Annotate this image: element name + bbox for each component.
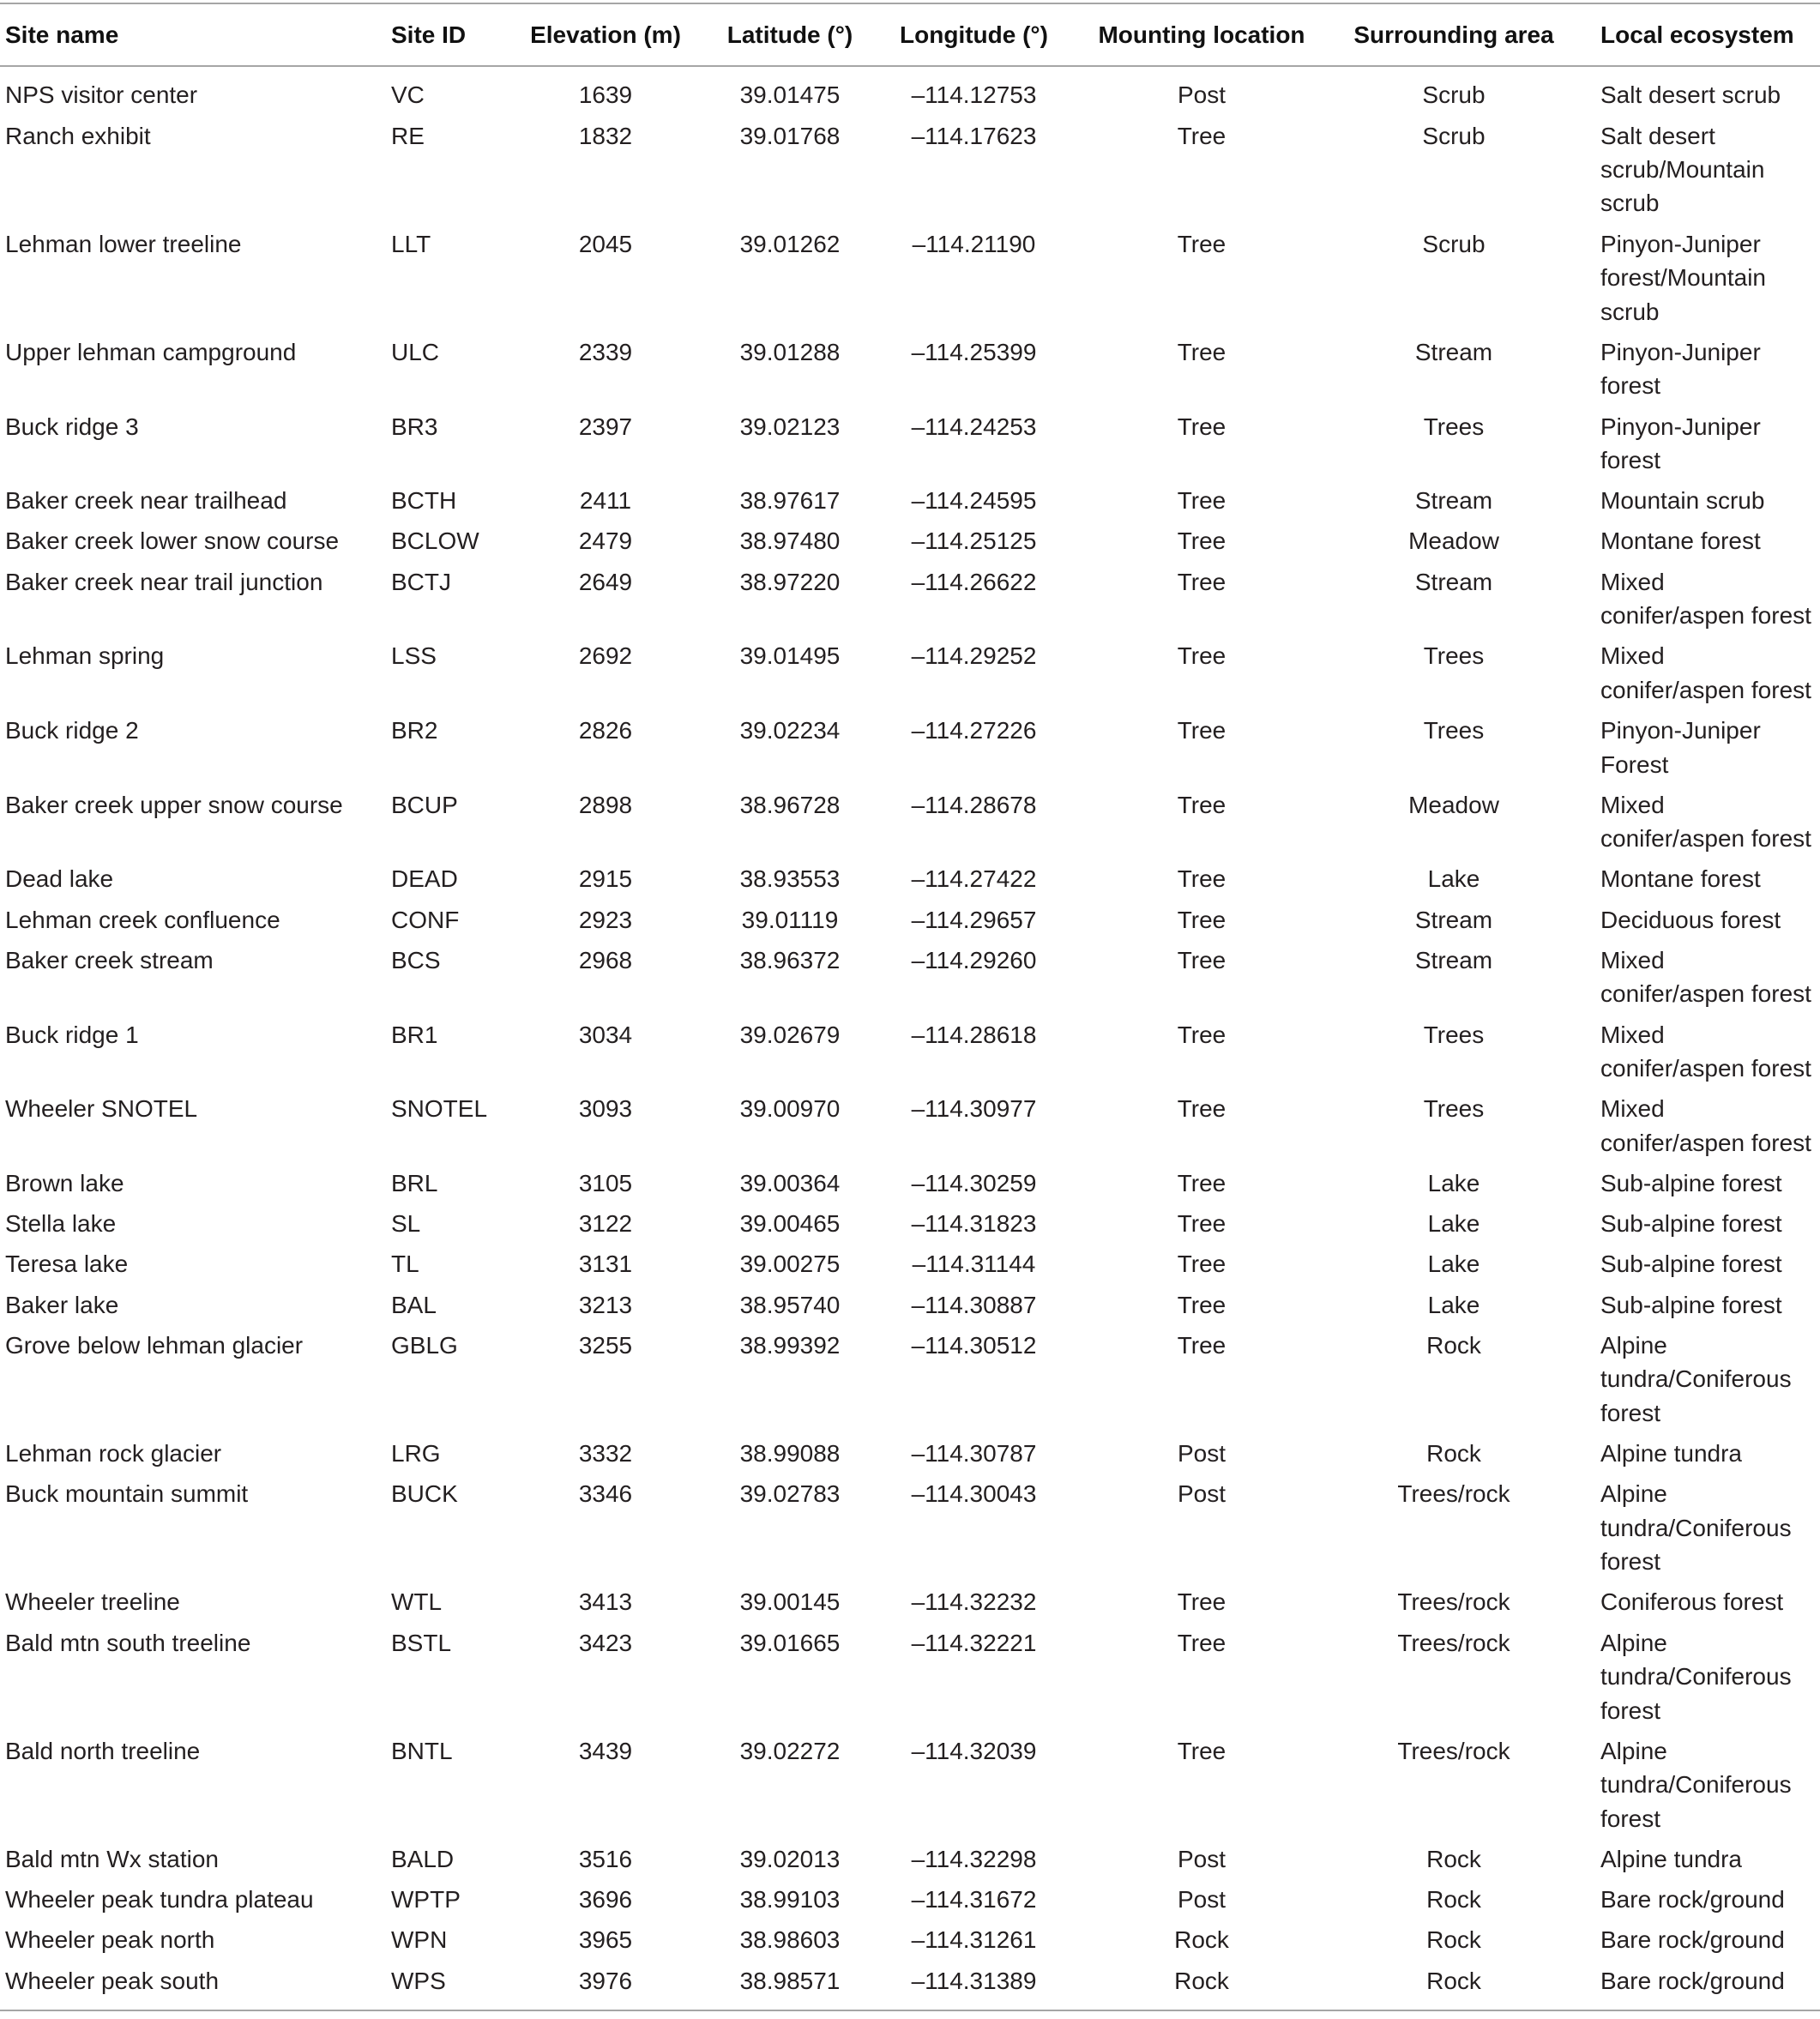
cell-surrounding-area: Meadow — [1408, 791, 1499, 818]
cell-longitude: –114.12753 — [911, 81, 1037, 109]
cell-site-name: Bald mtn south treeline — [5, 1629, 251, 1656]
cell-elevation: 2898 — [578, 791, 633, 818]
cell-local-ecosystem: Alpine tundra/Coniferous forest — [1600, 1737, 1792, 1832]
cell-elevation: 2692 — [578, 642, 633, 670]
cell-local-ecosystem: Pinyon-Juniper forest — [1600, 413, 1761, 473]
table-row — [0, 1961, 1820, 2010]
cell-elevation: 3034 — [578, 1021, 633, 1048]
cell-local-ecosystem: Alpine tundra — [1600, 1845, 1743, 1872]
cell-site-name: Baker creek lower snow course — [5, 527, 340, 555]
cell-elevation: 3332 — [578, 1440, 633, 1468]
cell-surrounding-area: Trees — [1423, 642, 1485, 670]
cell-site-name: Wheeler SNOTEL — [5, 1095, 198, 1123]
cell-site-id: LRG — [391, 1440, 441, 1468]
cell-site-name: Dead lake — [5, 865, 114, 893]
cell-local-ecosystem: Alpine tundra/Coniferous forest — [1600, 1629, 1792, 1724]
cell-local-ecosystem: Coniferous forest — [1600, 1588, 1784, 1616]
cell-site-id: RE — [391, 122, 425, 149]
cell-longitude: –114.27422 — [911, 865, 1037, 893]
cell-site-id: BALD — [391, 1845, 455, 1872]
cell-local-ecosystem: Mountain scrub — [1600, 487, 1765, 515]
cell-local-ecosystem: Sub-alpine forest — [1600, 1169, 1782, 1196]
cell-site-name: NPS visitor center — [5, 81, 198, 109]
table-row — [0, 1285, 1820, 1325]
cell-site-name: Baker creek stream — [5, 946, 214, 973]
cell-surrounding-area: Stream — [1414, 946, 1493, 973]
cell-site-name: Wheeler treeline — [5, 1588, 180, 1616]
cell-longitude: –114.31823 — [911, 1210, 1037, 1238]
cell-local-ecosystem: Alpine tundra/Coniferous forest — [1600, 1480, 1792, 1576]
cell-elevation: 3413 — [578, 1588, 633, 1616]
cell-elevation: 1639 — [578, 81, 633, 109]
cell-surrounding-area: Rock — [1426, 1845, 1481, 1872]
cell-elevation: 3516 — [578, 1845, 633, 1872]
cell-local-ecosystem: Bare rock/ground — [1600, 1967, 1785, 1994]
cell-longitude: –114.26622 — [911, 568, 1037, 595]
cell-site-id: BR2 — [391, 717, 438, 744]
cell-site-id: BNTL — [391, 1737, 453, 1764]
cell-site-id: CONF — [391, 906, 460, 933]
cell-surrounding-area: Scrub — [1422, 122, 1486, 149]
cell-latitude: 39.01768 — [739, 122, 841, 149]
cell-site-name: Ranch exhibit — [5, 122, 151, 149]
cell-local-ecosystem: Montane forest — [1600, 527, 1761, 555]
cell-site-id: GBLG — [391, 1331, 458, 1359]
cell-local-ecosystem: Mixed conifer/aspen forest — [1600, 946, 1811, 1008]
cell-elevation: 3131 — [578, 1251, 633, 1278]
cell-latitude: 38.99392 — [739, 1331, 841, 1359]
cell-local-ecosystem: Salt desert scrub — [1600, 81, 1781, 109]
cell-latitude: 39.02234 — [739, 717, 841, 744]
header-site-id: Site ID — [386, 3, 525, 66]
cell-local-ecosystem: Bare rock/ground — [1600, 1886, 1785, 1914]
cell-site-name: Baker lake — [5, 1291, 119, 1318]
cell-site-name: Grove below lehman glacier — [5, 1331, 304, 1359]
header-site-name: Site name — [0, 3, 386, 66]
cell-mounting-location: Tree — [1177, 230, 1226, 257]
cell-local-ecosystem: Mixed conifer/aspen forest — [1600, 1021, 1811, 1082]
cell-latitude: 38.99088 — [739, 1440, 841, 1468]
table-row — [0, 1879, 1820, 1920]
cell-surrounding-area: Meadow — [1408, 527, 1499, 555]
table-row — [0, 940, 1820, 1015]
cell-longitude: –114.29657 — [911, 906, 1037, 933]
cell-site-name: Buck mountain summit — [5, 1480, 249, 1508]
cell-mounting-location: Tree — [1177, 1291, 1226, 1318]
cell-site-id: ULC — [391, 338, 440, 365]
cell-local-ecosystem: Alpine tundra/Coniferous forest — [1600, 1331, 1792, 1426]
table-row — [0, 332, 1820, 407]
cell-latitude: 39.00275 — [739, 1251, 841, 1278]
cell-mounting-location: Tree — [1177, 122, 1226, 149]
cell-mounting-location: Tree — [1177, 338, 1226, 365]
site-table — [0, 3, 1820, 2011]
cell-local-ecosystem: Salt desert scrub/Mountain scrub — [1600, 122, 1765, 217]
cell-site-name: Buck ridge 3 — [5, 413, 139, 440]
table-row — [0, 1433, 1820, 1474]
cell-latitude: 39.01119 — [741, 906, 839, 933]
cell-local-ecosystem: Mixed conifer/aspen forest — [1600, 568, 1811, 630]
cell-longitude: –114.28618 — [911, 1021, 1037, 1048]
table-row — [0, 1920, 1820, 1961]
table-header — [0, 3, 1820, 66]
cell-site-id: DEAD — [391, 865, 458, 893]
cell-elevation: 3213 — [578, 1291, 633, 1318]
cell-site-name: Upper lehman campground — [5, 338, 297, 365]
table-row — [0, 116, 1820, 224]
cell-local-ecosystem: Deciduous forest — [1600, 906, 1781, 933]
cell-site-id: BCTH — [391, 487, 457, 515]
cell-surrounding-area: Trees/rock — [1397, 1588, 1510, 1616]
cell-latitude: 39.01475 — [739, 81, 841, 109]
cell-longitude: –114.24595 — [911, 487, 1037, 515]
header-local-ecosystem: Local ecosystem — [1558, 3, 1820, 66]
table-row — [0, 636, 1820, 711]
cell-site-id: BCS — [391, 946, 441, 973]
cell-latitude: 39.02013 — [739, 1845, 841, 1872]
cell-longitude: –114.30787 — [911, 1440, 1037, 1468]
table-row — [0, 900, 1820, 940]
cell-elevation: 2045 — [578, 230, 633, 257]
cell-longitude: –114.21190 — [912, 230, 1036, 257]
cell-elevation: 3346 — [578, 1480, 633, 1508]
cell-site-name: Lehman rock glacier — [5, 1440, 222, 1468]
table-row — [0, 785, 1820, 859]
cell-latitude: 39.01495 — [739, 642, 841, 670]
cell-surrounding-area: Trees — [1423, 1095, 1485, 1123]
cell-longitude: –114.17623 — [911, 122, 1037, 149]
cell-site-name: Baker creek near trail junction — [5, 568, 323, 595]
cell-longitude: –114.30887 — [911, 1291, 1037, 1318]
cell-surrounding-area: Rock — [1426, 1926, 1481, 1954]
cell-latitude: 38.95740 — [739, 1291, 841, 1318]
cell-local-ecosystem: Sub-alpine forest — [1600, 1210, 1782, 1238]
cell-mounting-location: Tree — [1177, 568, 1226, 595]
cell-longitude: –114.28678 — [911, 791, 1037, 818]
header-elevation: Elevation (m) — [525, 3, 686, 66]
cell-local-ecosystem: Sub-alpine forest — [1600, 1291, 1782, 1318]
cell-surrounding-area: Trees — [1423, 717, 1485, 744]
cell-longitude: –114.24253 — [911, 413, 1037, 440]
table-row — [0, 1623, 1820, 1731]
cell-elevation: 3093 — [578, 1095, 633, 1123]
table-row — [0, 1474, 1820, 1582]
cell-local-ecosystem: Pinyon-Juniper Forest — [1600, 717, 1761, 778]
cell-site-id: BUCK — [391, 1480, 458, 1508]
cell-elevation: 1832 — [578, 122, 633, 149]
cell-elevation: 3976 — [578, 1967, 633, 1994]
cell-site-name: Buck ridge 2 — [5, 717, 139, 744]
cell-site-name: Stella lake — [5, 1210, 117, 1238]
cell-local-ecosystem: Montane forest — [1600, 865, 1761, 893]
cell-site-id: BCLOW — [391, 527, 479, 555]
cell-local-ecosystem: Pinyon-Juniper forest — [1600, 338, 1761, 400]
cell-site-name: Wheeler peak tundra plateau — [5, 1886, 314, 1914]
cell-latitude: 38.99103 — [739, 1886, 841, 1914]
table-row — [0, 1731, 1820, 1839]
cell-site-name: Baker creek upper snow course — [5, 791, 343, 818]
table-row — [0, 1163, 1820, 1203]
cell-surrounding-area: Trees/rock — [1397, 1737, 1510, 1764]
table-row — [0, 1203, 1820, 1244]
cell-elevation: 2968 — [578, 946, 633, 973]
cell-mounting-location: Tree — [1177, 865, 1226, 893]
cell-elevation: 2649 — [578, 568, 633, 595]
cell-site-id: WTL — [391, 1588, 443, 1616]
cell-site-id: LSS — [391, 642, 437, 670]
cell-surrounding-area: Lake — [1427, 865, 1480, 893]
cell-mounting-location: Tree — [1177, 1021, 1226, 1048]
cell-local-ecosystem: Pinyon-Juniper forest/Mountain scrub — [1600, 230, 1766, 325]
cell-local-ecosystem: Mixed conifer/aspen forest — [1600, 791, 1811, 853]
cell-site-name: Lehman spring — [5, 642, 165, 670]
cell-elevation: 2397 — [578, 413, 633, 440]
cell-site-name: Bald mtn Wx station — [5, 1845, 219, 1872]
cell-elevation: 2411 — [579, 487, 632, 515]
cell-mounting-location: Post — [1177, 1886, 1226, 1914]
cell-latitude: 39.01288 — [739, 338, 841, 365]
cell-site-id: TL — [391, 1251, 419, 1278]
cell-mounting-location: Post — [1177, 81, 1226, 109]
cell-surrounding-area: Lake — [1427, 1210, 1480, 1238]
cell-site-name: Lehman lower treeline — [5, 230, 242, 257]
cell-surrounding-area: Trees — [1423, 413, 1485, 440]
cell-local-ecosystem: Mixed conifer/aspen forest — [1600, 642, 1811, 703]
cell-mounting-location: Tree — [1177, 487, 1226, 515]
cell-elevation: 2826 — [578, 717, 633, 744]
cell-site-id: SNOTEL — [391, 1095, 488, 1123]
table-row — [0, 480, 1820, 521]
table-row — [0, 1245, 1820, 1285]
header-row — [0, 3, 1820, 66]
table-row — [0, 66, 1820, 116]
cell-site-id: BCTJ — [391, 568, 451, 595]
cell-latitude: 38.97220 — [739, 568, 841, 595]
cell-latitude: 38.96728 — [739, 791, 841, 818]
cell-mounting-location: Tree — [1177, 642, 1226, 670]
cell-latitude: 39.02679 — [739, 1021, 841, 1048]
cell-site-id: BR3 — [391, 413, 438, 440]
cell-mounting-location: Tree — [1177, 1210, 1226, 1238]
cell-site-id: BR1 — [391, 1021, 438, 1048]
table-row — [0, 710, 1820, 785]
cell-latitude: 39.00145 — [739, 1588, 841, 1616]
cell-mounting-location: Tree — [1177, 527, 1226, 555]
cell-surrounding-area: Trees/rock — [1397, 1629, 1510, 1656]
cell-latitude: 39.00364 — [739, 1169, 841, 1196]
cell-surrounding-area: Scrub — [1422, 81, 1486, 109]
cell-site-id: VC — [391, 81, 425, 109]
table-row — [0, 224, 1820, 332]
cell-elevation: 3696 — [578, 1886, 633, 1914]
cell-longitude: –114.31389 — [911, 1967, 1037, 1994]
table-body — [0, 66, 1820, 2010]
cell-site-name: Wheeler peak north — [5, 1926, 215, 1954]
cell-mounting-location: Tree — [1177, 717, 1226, 744]
table-row — [0, 1582, 1820, 1623]
table-row — [0, 1325, 1820, 1433]
cell-longitude: –114.29252 — [911, 642, 1037, 670]
cell-mounting-location: Post — [1177, 1845, 1226, 1872]
cell-mounting-location: Tree — [1177, 1251, 1226, 1278]
cell-latitude: 39.02123 — [739, 413, 841, 440]
cell-latitude: 39.01262 — [739, 230, 841, 257]
table-row — [0, 1839, 1820, 1879]
cell-surrounding-area: Trees/rock — [1397, 1480, 1510, 1508]
cell-longitude: –114.30977 — [911, 1095, 1037, 1123]
cell-mounting-location: Post — [1177, 1480, 1226, 1508]
cell-site-id: LLT — [391, 230, 431, 257]
header-mounting-location: Mounting location — [1054, 3, 1349, 66]
cell-mounting-location: Tree — [1177, 1331, 1226, 1359]
cell-surrounding-area: Stream — [1414, 487, 1493, 515]
header-surrounding-area: Surrounding area — [1349, 3, 1558, 66]
cell-latitude: 38.93553 — [739, 865, 841, 893]
header-longitude: Longitude (°) — [894, 3, 1054, 66]
cell-latitude: 39.00970 — [739, 1095, 841, 1123]
cell-mounting-location: Post — [1177, 1440, 1226, 1468]
cell-surrounding-area: Stream — [1414, 568, 1493, 595]
cell-longitude: –114.31672 — [911, 1886, 1037, 1914]
cell-site-id: WPS — [391, 1967, 446, 1994]
cell-site-id: BAL — [391, 1291, 437, 1318]
cell-elevation: 2923 — [578, 906, 633, 933]
cell-elevation: 2479 — [578, 527, 633, 555]
cell-site-name: Wheeler peak south — [5, 1967, 220, 1994]
cell-site-name: Baker creek near trailhead — [5, 487, 287, 515]
cell-longitude: –114.32232 — [911, 1588, 1037, 1616]
cell-mounting-location: Tree — [1177, 413, 1226, 440]
cell-latitude: 38.97617 — [739, 487, 841, 515]
cell-mounting-location: Rock — [1174, 1967, 1229, 1994]
cell-site-id: BCUP — [391, 791, 458, 818]
cell-local-ecosystem: Alpine tundra — [1600, 1440, 1743, 1468]
cell-longitude: –114.30043 — [911, 1480, 1037, 1508]
cell-latitude: 39.02272 — [739, 1737, 841, 1764]
cell-longitude: –114.31261 — [911, 1926, 1037, 1954]
cell-surrounding-area: Stream — [1414, 338, 1493, 365]
cell-site-name: Buck ridge 1 — [5, 1021, 139, 1048]
cell-site-id: WPTP — [391, 1886, 461, 1914]
cell-mounting-location: Rock — [1174, 1926, 1229, 1954]
cell-elevation: 2915 — [578, 865, 633, 893]
cell-mounting-location: Tree — [1177, 1169, 1226, 1196]
table-row — [0, 521, 1820, 562]
table-row — [0, 562, 1820, 636]
cell-elevation: 3423 — [578, 1629, 633, 1656]
table-row — [0, 1015, 1820, 1089]
cell-mounting-location: Tree — [1177, 946, 1226, 973]
cell-latitude: 39.00465 — [739, 1210, 841, 1238]
cell-latitude: 39.01665 — [739, 1629, 841, 1656]
cell-longitude: –114.30259 — [911, 1169, 1037, 1196]
cell-site-id: BRL — [391, 1169, 438, 1196]
cell-mounting-location: Tree — [1177, 791, 1226, 818]
table-row — [0, 407, 1820, 481]
cell-surrounding-area: Trees — [1423, 1021, 1485, 1048]
cell-latitude: 38.98571 — [739, 1967, 841, 1994]
cell-latitude: 38.97480 — [739, 527, 841, 555]
cell-local-ecosystem: Bare rock/ground — [1600, 1926, 1785, 1954]
cell-latitude: 39.02783 — [739, 1480, 841, 1508]
cell-mounting-location: Tree — [1177, 1588, 1226, 1616]
cell-surrounding-area: Lake — [1427, 1291, 1480, 1318]
cell-longitude: –114.25125 — [911, 527, 1037, 555]
cell-mounting-location: Tree — [1177, 1737, 1226, 1764]
cell-site-name: Brown lake — [5, 1169, 124, 1196]
cell-site-id: BSTL — [391, 1629, 452, 1656]
header-latitude: Latitude (°) — [686, 3, 894, 66]
cell-surrounding-area: Rock — [1426, 1440, 1481, 1468]
cell-elevation: 3255 — [578, 1331, 633, 1359]
table-row — [0, 1088, 1820, 1163]
cell-longitude: –114.25399 — [911, 338, 1037, 365]
cell-surrounding-area: Rock — [1426, 1967, 1481, 1994]
cell-surrounding-area: Stream — [1414, 906, 1493, 933]
cell-site-id: WPN — [391, 1926, 448, 1954]
cell-site-id: SL — [391, 1210, 421, 1238]
cell-latitude: 38.96372 — [739, 946, 841, 973]
cell-longitude: –114.31144 — [912, 1251, 1036, 1278]
cell-longitude: –114.32039 — [911, 1737, 1037, 1764]
cell-longitude: –114.32221 — [911, 1629, 1037, 1656]
cell-local-ecosystem: Mixed conifer/aspen forest — [1600, 1095, 1811, 1156]
cell-elevation: 3105 — [578, 1169, 633, 1196]
cell-latitude: 38.98603 — [739, 1926, 841, 1954]
cell-mounting-location: Tree — [1177, 906, 1226, 933]
cell-site-name: Bald north treeline — [5, 1737, 201, 1764]
cell-longitude: –114.32298 — [911, 1845, 1037, 1872]
cell-mounting-location: Tree — [1177, 1095, 1226, 1123]
cell-elevation: 3965 — [578, 1926, 633, 1954]
cell-site-name: Lehman creek confluence — [5, 906, 280, 933]
cell-elevation: 3439 — [578, 1737, 633, 1764]
cell-longitude: –114.27226 — [911, 717, 1037, 744]
cell-surrounding-area: Rock — [1426, 1331, 1481, 1359]
cell-elevation: 3122 — [578, 1210, 633, 1238]
cell-longitude: –114.30512 — [911, 1331, 1037, 1359]
cell-mounting-location: Tree — [1177, 1629, 1226, 1656]
cell-surrounding-area: Scrub — [1422, 230, 1486, 257]
cell-surrounding-area: Lake — [1427, 1169, 1480, 1196]
cell-local-ecosystem: Sub-alpine forest — [1600, 1251, 1782, 1278]
cell-surrounding-area: Lake — [1427, 1251, 1480, 1278]
cell-surrounding-area: Rock — [1426, 1886, 1481, 1914]
table-row — [0, 859, 1820, 900]
cell-site-name: Teresa lake — [5, 1251, 129, 1278]
cell-longitude: –114.29260 — [911, 946, 1037, 973]
cell-elevation: 2339 — [578, 338, 633, 365]
